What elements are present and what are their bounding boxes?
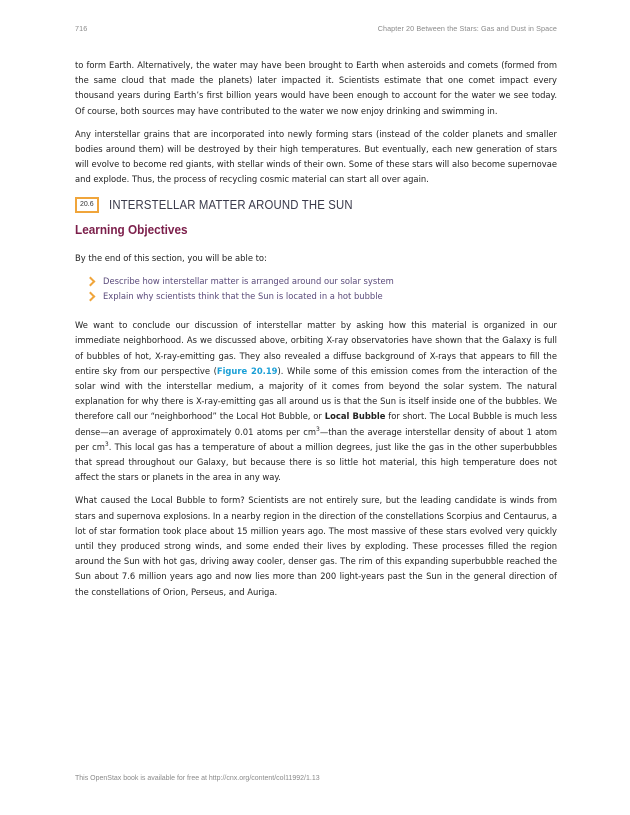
list-item [75,274,557,289]
page-content [75,58,557,608]
text-run: for short. The Local Bubble is much less dense—an average of approximately 0.01 atoms per cm [75,411,557,437]
objective-text: Describe how interstellar matter is arranged around our solar system [103,275,394,286]
paragraph: to form Earth. Alternatively, the water may have been brought to Earth when asteroids and comets (formed from the same cloud that made the planets) later impacted it. Scientists estimate that one comet impact every thousand years during Earth’s first billion years would have been enough to account for the water we see today. Of course, both sources may have contributed to the water we now enjoy drinking and swimming in. [75,60,557,116]
superscript: 3 [104,441,109,449]
text-run: —than the average interstellar density of about 1 atom per cm [75,426,557,452]
section-number-badge: 20.6 [75,197,99,213]
list-item [75,289,557,304]
key-term: Local Bubble [324,411,386,422]
paragraph: Any interstellar grains that are incorporated into newly forming stars (instead of the colder planets and smaller bodies around them) will be destroyed by their high temperatures. But eventually, each new generation of stars will evolve to become red giants, with stellar winds of their own. Some of these stars will also become supernovae and explode. Thus, the process of recycling cosmic material can start all over again. [75,128,557,185]
page-header [75,24,557,33]
section-title: INTERSTELLAR MATTER AROUND THE SUN [108,197,353,212]
page-footer: This OpenStax book is available for free at http://cnx.org/content/col11992/1.13 [75,775,320,782]
text-run: We want to conclude our discussion of interstellar matter by asking how this material is organized in our immediate neighborhood. As we discussed above, orbiting X-ray observatories have shown that the Galaxy is full of bubbles of hot, X-ray-emitting gas. They also revealed a diffuse background of X-rays that appears to fill the entire sky from our perspective ( [75,320,557,376]
figure-link[interactable]: Figure 20.19 [216,365,278,376]
chevron-right-icon [86,292,96,302]
objectives-list [75,274,557,304]
text-run: . This local gas has a temperature of about a million degrees, just like the gas in the other superbubbles that spread throughout our Galaxy, but because there is so little hot material, this high temperature does not affect the stars or planets in the area in any way. [75,441,557,483]
paragraph [75,318,557,485]
objective-text: Explain why scientists think that the Sun is located in a hot bubble [103,291,383,302]
superscript: 3 [315,425,320,433]
chevron-right-icon [86,276,96,286]
page-number: 716 [75,24,88,33]
learning-objectives-heading: Learning Objectives [75,221,188,237]
section-heading [75,197,557,213]
text-run: ). While some of this emission comes from the interaction of the solar wind with the interstellar medium, a majority of it comes from beyond the solar system. The natural explanation for why there is X-ray-emitting gas all around us is that the Sun is itself inside one of the bubbles. We therefore call our “neighborhood” the Local Hot Bubble, or [75,365,557,422]
objectives-intro: By the end of this section, you will be able to: [75,252,267,263]
chapter-title: Chapter 20 Between the Stars: Gas and Dust in Space [377,24,557,33]
paragraph: What caused the Local Bubble to form? Scientists are not entirely sure, but the leading candidate is winds from stars and supernova explosions. In a nearby region in the direction of the constellations Scorpius and Centaurus, a lot of star formation took place about 15 million years ago. The most massive of these stars evolved very quickly until they produced strong winds, and some ended their lives by exploding. These processes filled the region around the Sun with hot gas, driving away cooler, denser gas. The rim of this expanding superbubble reached the Sun about 7.6 million years ago and now lies more than 200 light-years past the Sun in the general direction of the constellations of Orion, Perseus, and Auriga. [75,495,557,597]
